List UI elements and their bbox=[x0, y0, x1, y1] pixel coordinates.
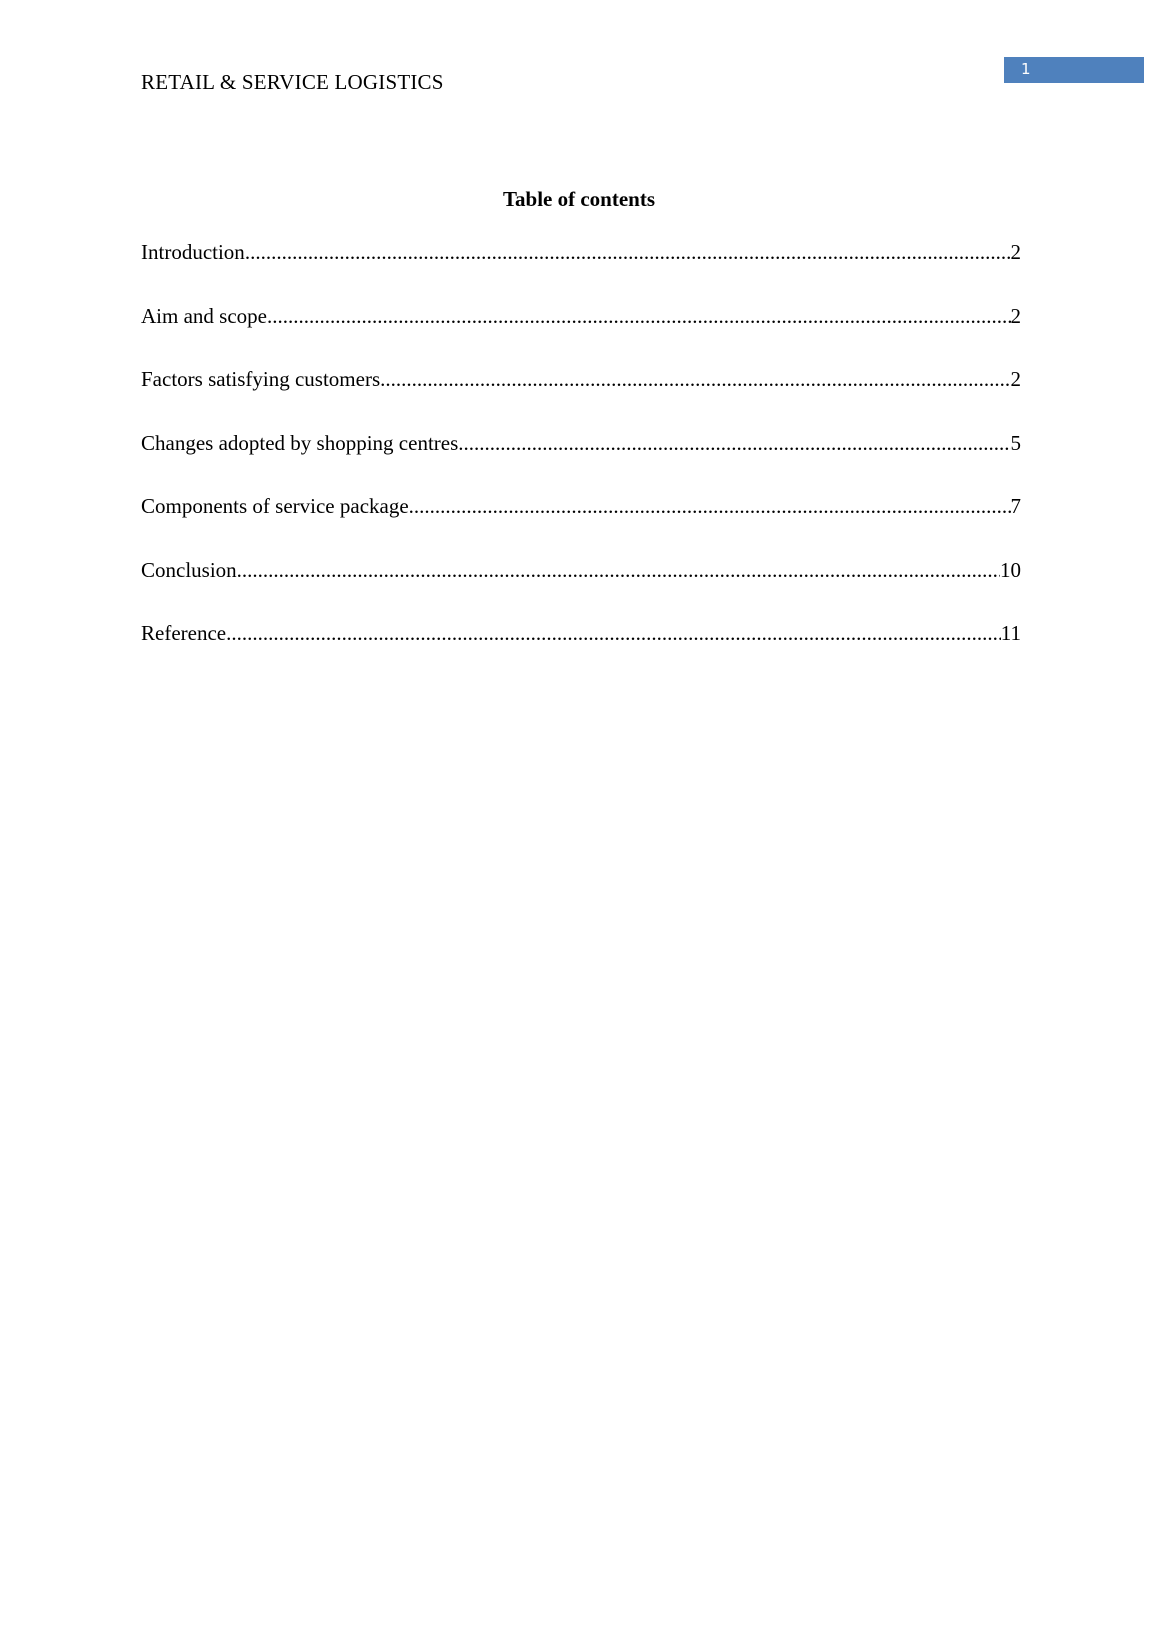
toc-entry-introduction[interactable] bbox=[141, 240, 1021, 304]
toc-entry-conclusion[interactable] bbox=[141, 558, 1021, 622]
toc-entry-label: Introduction bbox=[141, 240, 245, 264]
toc-entry-label: Aim and scope bbox=[141, 303, 267, 328]
toc-entry-label: Reference bbox=[141, 621, 227, 645]
toc-entry-label: Components of service package bbox=[141, 494, 409, 518]
toc-dot-leader bbox=[380, 367, 1010, 391]
toc-entry-page: 11 bbox=[1000, 621, 1021, 645]
toc-entry-page: 7 bbox=[1010, 494, 1021, 518]
page-number: 1 bbox=[1021, 60, 1031, 78]
toc-dot-leader bbox=[267, 304, 1011, 328]
toc-entry-components-of-service-package[interactable] bbox=[141, 494, 1021, 558]
toc-dot-leader bbox=[458, 431, 1010, 455]
toc-entry-page: 5 bbox=[1010, 430, 1021, 455]
table-of-contents bbox=[141, 240, 1021, 685]
toc-entry-page: 10 bbox=[1000, 557, 1021, 582]
toc-entry-page: 2 bbox=[1010, 367, 1021, 391]
toc-entry-label: Factors satisfying customers bbox=[141, 367, 381, 391]
toc-title: Table of contents bbox=[502, 187, 656, 211]
toc-entry-label: Changes adopted by shopping centres bbox=[141, 430, 459, 455]
toc-entry-page: 2 bbox=[1010, 303, 1021, 328]
toc-entry-page: 2 bbox=[1010, 240, 1021, 264]
toc-entry-changes-adopted[interactable] bbox=[141, 431, 1021, 495]
toc-entry-factors-satisfying-customers[interactable] bbox=[141, 367, 1021, 431]
toc-dot-leader bbox=[245, 240, 1011, 264]
toc-entry-label: Conclusion bbox=[141, 557, 237, 582]
toc-dot-leader bbox=[409, 494, 1011, 518]
running-head: RETAIL & SERVICE LOGISTICS bbox=[141, 70, 444, 94]
toc-entry-aim-and-scope[interactable] bbox=[141, 304, 1021, 368]
toc-dot-leader bbox=[226, 621, 1001, 645]
toc-dot-leader bbox=[237, 558, 1000, 582]
toc-entry-reference[interactable] bbox=[141, 621, 1021, 685]
page-number-badge bbox=[1004, 57, 1144, 83]
